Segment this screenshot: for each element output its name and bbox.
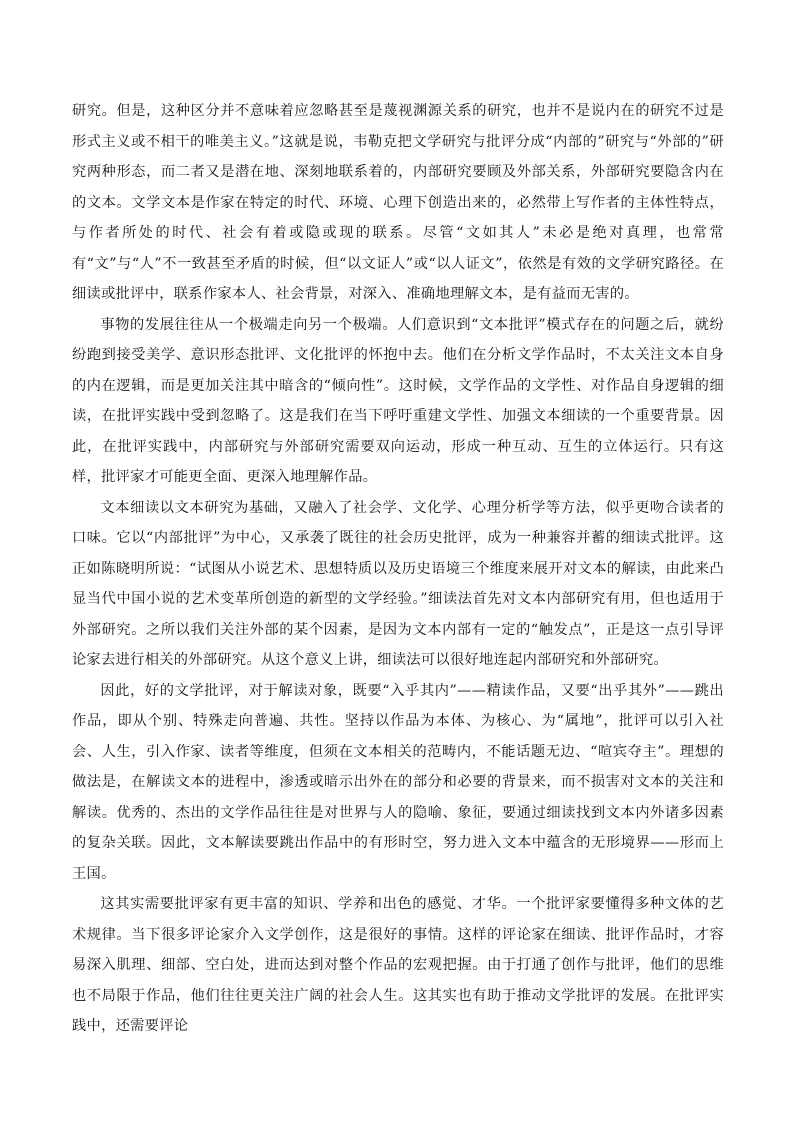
- paragraph-1: 研究。但是，这种区分并不意味着应忽略甚至是蔑视渊源关系的研究，也并不是说内在的研究不过是形式主义或不相干的唯美主义。”这就是说，韦勒克把文学研究与批评分成“内部的”研究与“外部的”研究两种形态，而二者又是潜在地、深刻地联系着的，内部研究要顾及外部关系，外部研究要隐含内在的文本。文学文本是作家在特定的时代、环境、心理下创造出来的，必然带上写作者的主体性特点，与作者所处的时代、社会有着或隐或现的联系。尽管“文如其人”未必是绝对真理，也常常有“文”与“人”不一致甚至矛盾的时候，但“以文证人”或“以人证文”，依然是有效的文学研究路径。在细读或批评中，联系作家本人、社会背景，对深入、准确地理解文本，是有益而无害的。: [72, 103, 724, 302]
- paragraph-2: 事物的发展往往从一个极端走向另一个极端。人们意识到“文本批评”模式存在的问题之后，就纷纷跑到接受美学、意识形态批评、文化批评的怀抱中去。他们在分析文学作品时，不太关注文本自身的内在逻辑，而是更加关注其中暗含的“倾向性”。这时候，文学作品的文学性、对作品自身逻辑的细读，在批评实践中受到忽略了。这是我们在当下呼吁重建文学性、加强文本细读的一个重要背景。因此，在批评实践中，内部研究与外部研究需要双向运动，形成一种互动、互生的立体运行。只有这样，批评家才可能更全面、更深入地理解作品。: [72, 316, 724, 485]
- paragraph-3: 文本细读以文本研究为基础，又融入了社会学、文化学、心理分析学等方法，似乎更吻合读者的口味。它以“内部批评”为中心，又承袭了既往的社会历史批评，成为一种兼容并蓄的细读式批评。这正如陈晓明所说：“试图从小说艺术、思想特质以及历史语境三个维度来展开对文本的解读，由此来凸显当代中国小说的艺术变革所创造的新型的文学经验。”细读法首先对文本内部研究有用，但也适用于外部研究。之所以我们关注外部的某个因素，是因为文本内部有一定的“触发点”，正是这一点引导评论家去进行相关的外部研究。从这个意义上讲，细读法可以很好地连起内部研究和外部研究。: [72, 499, 724, 668]
- paragraph-5: 这其实需要批评家有更丰富的知识、学养和出色的感觉、才华。一个批评家要懂得多种文体的艺术规律。当下很多评论家介入文学创作，这是很好的事情。这样的评论家在细读、批评作品时，才容易深入肌理、细部、空白处，进而达到对整个作品的宏观把握。由于打通了创作与批评，他们的思维也不局限于作品，他们往往更关注广阔的社会人生。这其实也有助于推动文学批评的发展。在批评实践中，还需要评论: [72, 896, 724, 1034]
- article-body: [72, 96, 724, 1042]
- paragraph-4: 因此，好的文学批评，对于解读对象，既要“入乎其内”——精读作品，又要“出乎其外”——跳出作品，即从个别、特殊走向普遍、共性。坚持以作品为本体、为核心、为“属地”，批评可以引入社会、人生，引入作家、读者等维度，但须在文本相关的范畴内，不能话题无边、“喧宾夺主”。理想的做法是，在解读文本的进程中，渗透或暗示出外在的部分和必要的背景来，而不损害对文本的关注和解读。优秀的、杰出的文学作品往往是对世界与人的隐喻、象征，要通过细读找到文本内外诸多因素的复杂关联。因此，文本解读要跳出作品中的有形时空，努力进入文本中蕴含的无形境界——形而上王国。: [72, 682, 724, 882]
